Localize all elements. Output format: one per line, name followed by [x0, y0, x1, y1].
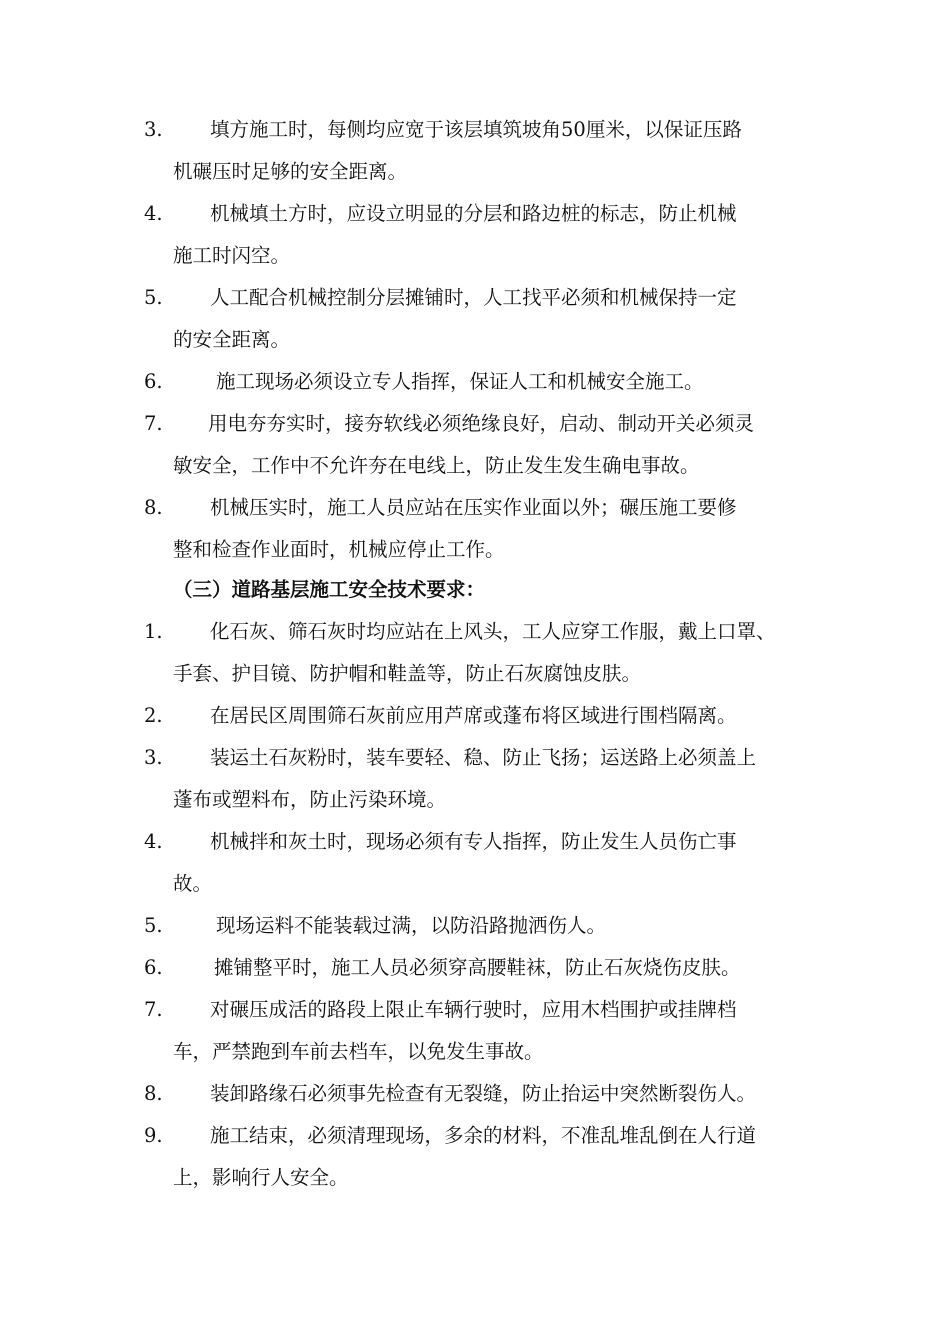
item-number: 3.: [144, 746, 163, 769]
item-number: 4.: [144, 202, 163, 225]
item-number: 8.: [144, 1082, 163, 1105]
item-text: 人工配合机械控制分层摊铺时，人工找平必须和机械保持一定: [210, 286, 737, 309]
item-text: 装卸路缘石必须事先检查有无裂缝，防止抬运中突然断裂伤人。: [210, 1082, 757, 1105]
item-text-continued: 上，影响行人安全。: [173, 1166, 349, 1189]
item-text: 机械填土方时，应设立明显的分层和路边桩的标志，防止机械: [210, 202, 737, 225]
item-number: 6.: [144, 370, 163, 393]
item-text: 装运土石灰粉时，装车要轻、稳、防止飞扬；运送路上必须盖上: [210, 746, 757, 769]
item-text: 用电夯夯实时，接夯软线必须绝缘良好，启动、制动开关必须灵: [208, 412, 755, 435]
item-text: 化石灰、筛石灰时均应站在上风头，工人应穿工作服，戴上口罩、: [210, 620, 776, 643]
item-text: 摊铺整平时，施工人员必须穿高腰鞋袜，防止石灰烧伤皮肤。: [214, 956, 741, 979]
item-text: 机械压实时，施工人员应站在压实作业面以外；碾压施工要修: [210, 496, 737, 519]
item-number: 4.: [144, 830, 163, 853]
item-text: 在居民区周围筛石灰前应用芦席或蓬布将区域进行围档隔离。: [210, 704, 737, 727]
item-number: 5.: [144, 286, 163, 309]
item-number: 2.: [144, 704, 163, 727]
item-text-continued: 敏安全，工作中不允许夯在电线上，防止发生发生确电事故。: [173, 454, 700, 477]
item-number: 1.: [144, 620, 163, 643]
item-number: 7.: [144, 412, 163, 435]
item-number: 6.: [144, 956, 163, 979]
item-text-continued: 施工时闪空。: [173, 244, 291, 267]
item-text: 填方施工时，每侧均应宽于该层填筑坡角50厘米，以保证压路: [210, 118, 742, 141]
item-text: 现场运料不能装载过满，以防沿路抛洒伤人。: [216, 914, 607, 937]
section-heading: （三）道路基层施工安全技术要求：: [173, 578, 486, 601]
item-number: 8.: [144, 496, 163, 519]
item-number: 9.: [144, 1124, 163, 1147]
item-number: 7.: [144, 998, 163, 1021]
item-text-continued: 故。: [173, 872, 213, 895]
item-text-continued: 蓬布或塑料布，防止污染环境。: [173, 788, 447, 811]
item-text: 施工结束，必须清理现场，多余的材料，不准乱堆乱倒在人行道: [210, 1124, 757, 1147]
item-text-continued: 的安全距离。: [173, 328, 291, 351]
item-text-continued: 手套、护目镜、防护帽和鞋盖等，防止石灰腐蚀皮肤。: [173, 662, 642, 685]
item-number: 5.: [144, 914, 163, 937]
item-text-continued: 机碾压时足够的安全距离。: [173, 160, 408, 183]
item-text: 机械拌和灰土时，现场必须有专人指挥，防止发生人员伤亡事: [210, 830, 737, 853]
item-text: 施工现场必须设立专人指挥，保证人工和机械安全施工。: [216, 370, 704, 393]
item-text-continued: 整和检查作业面时，机械应停止工作。: [173, 538, 505, 561]
item-text: 对碾压成活的路段上限止车辆行驶时，应用木档围护或挂牌档: [210, 998, 737, 1021]
item-text-continued: 车，严禁跑到车前去档车，以免发生事故。: [173, 1040, 544, 1063]
item-number: 3.: [144, 118, 163, 141]
